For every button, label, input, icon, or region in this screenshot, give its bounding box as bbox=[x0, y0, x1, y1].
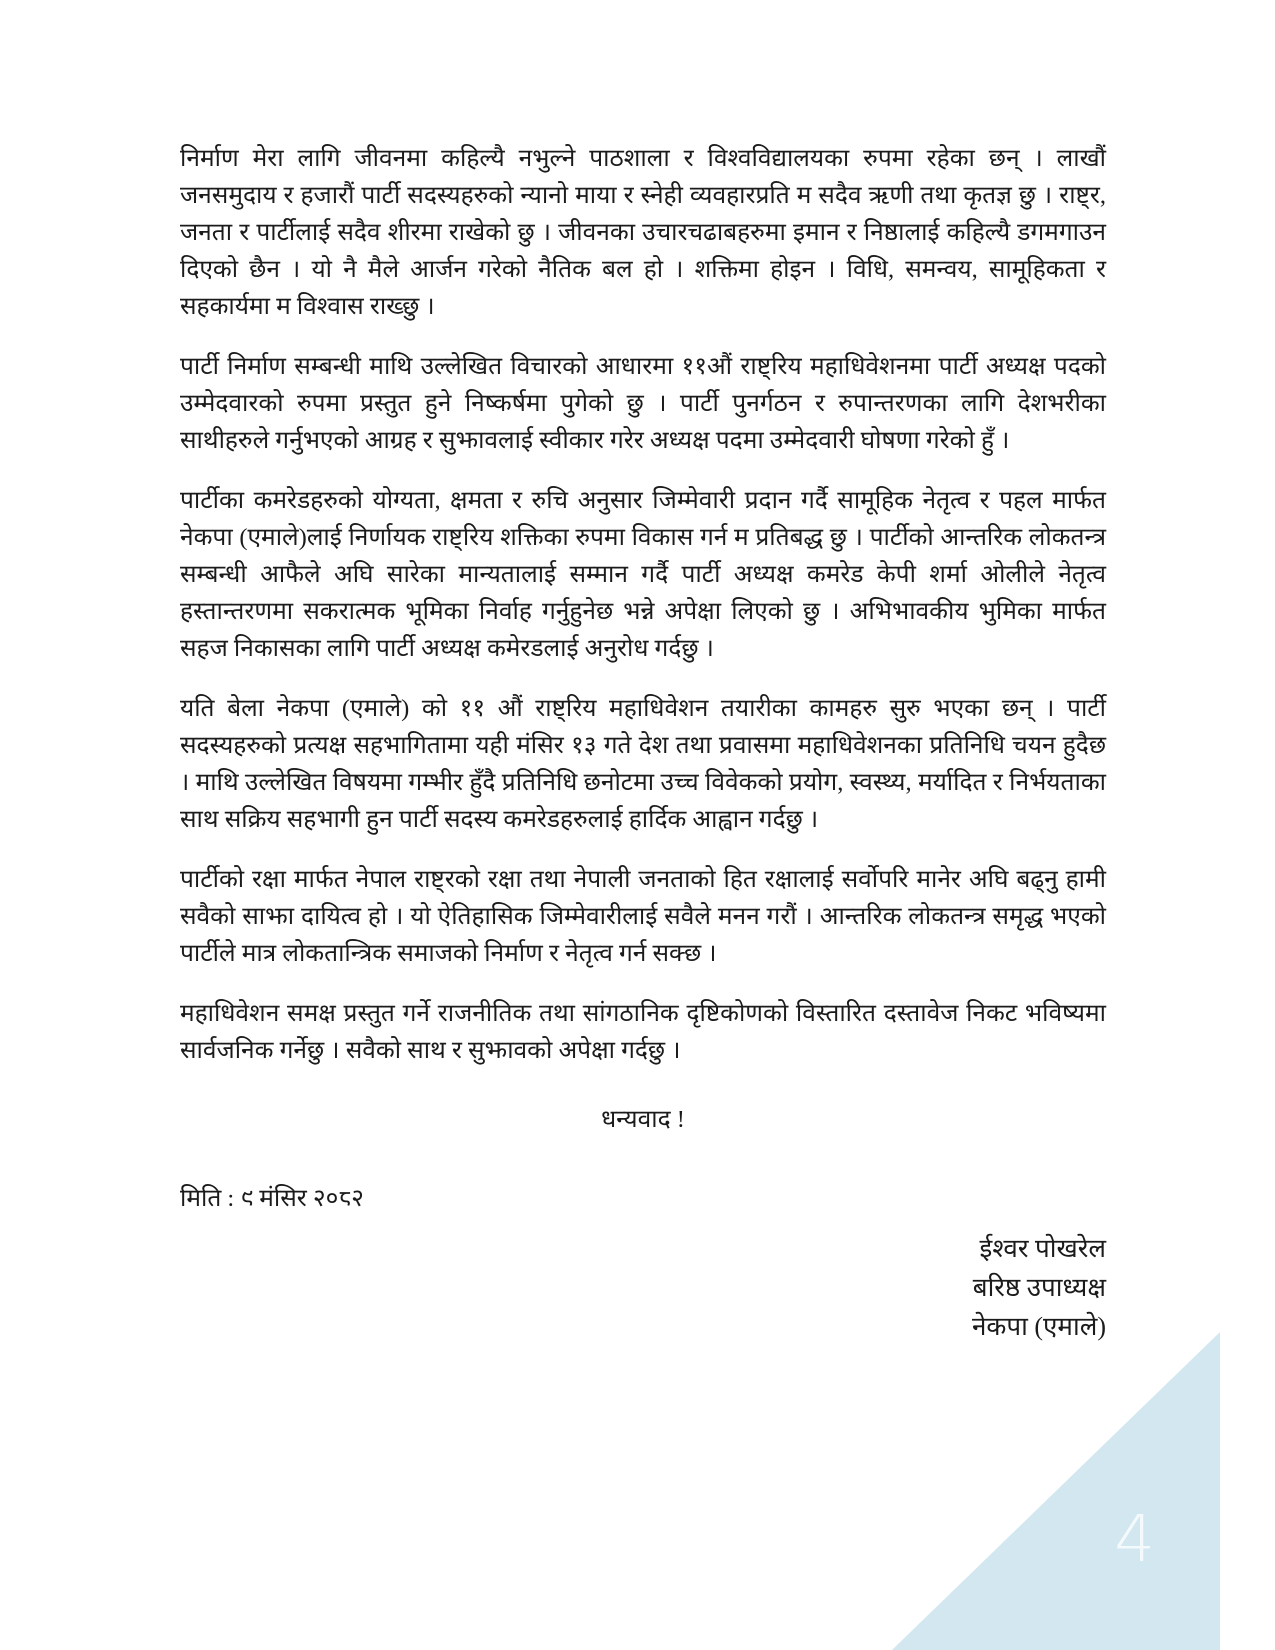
signatory-title: बरिष्ठ उपाध्यक्ष bbox=[972, 1273, 1106, 1302]
signatory-party: नेकपा (एमाले) bbox=[971, 1312, 1106, 1341]
letter-paragraph: पार्टी निर्माण सम्बन्धी माथि उल्लेखित विचारको आधारमा ११औं राष्ट्रिय महाधिवेशनमा पार्टी अध्यक्ष पदको उम्मेदवारको रुपमा प्रस्तुत हुने निष्कर्षमा पुगेको छु । पार्टी पुनर्गठन र रुपान्तरणका लागि देशभरीका साथीहरुले गर्नुभएको आग्रह र सुझावलाई स्वीकार गरेर अध्यक्ष पदमा उम्मेदवारी घोषणा गरेको हुँ । bbox=[180, 353, 1106, 454]
signatory-name: ईश्वर पोखरेल bbox=[979, 1234, 1106, 1263]
letter-paragraph: महाधिवेशन समक्ष प्रस्तुत गर्ने राजनीतिक तथा सांगठानिक दृष्टिकोणको विस्तारित दस्तावेज निकट भविष्यमा सार्वजनिक गर्नेछु । सवैको साथ र सुझावको अपेक्षा गर्दछु । bbox=[180, 1000, 1106, 1064]
letter-body bbox=[180, 140, 1106, 1346]
letter-paragraph: पार्टीका कमरेडहरुको योग्यता, क्षमता र रुचि अनुसार जिम्मेवारी प्रदान गर्दै सामूहिक नेतृत्व र पहल मार्फत नेकपा (एमाले)लाई निर्णायक राष्ट्रिय शक्तिका रुपमा विकास गर्न म प्रतिबद्ध छु । पार्टीको आन्तरिक लोकतन्त्र सम्बन्धी आफैले अघि सारेका मान्यतालाई सम्मान गर्दै पार्टी अध्यक्ष कमरेड केपी शर्मा ओलीले नेतृत्व हस्तान्तरणमा सकरात्मक भूमिका निर्वाह गर्नुहुनेछ भन्ने अपेक्षा लिएको छु । अभिभावकीय भुमिका मार्फत सहज निकासका लागि पार्टी अध्यक्ष कमेरडलाई अनुरोध गर्दछु । bbox=[180, 487, 1106, 662]
closing-thanks: धन्यवाद ! bbox=[601, 1106, 685, 1133]
letter-paragraph: यति बेला नेकपा (एमाले) को ११ औं राष्ट्रिय महाधिवेशन तयारीका कामहरु सुरु भएका छन् । पार्टी सदस्यहरुको प्रत्यक्ष सहभागितामा यही मंसिर १३ गते देश तथा प्रवासमा महाधिवेशनका प्रतिनिधि चयन हुदैछ । माथि उल्लेखित विषयमा गम्भीर हुँदै प्रतिनिधि छनोटमा उच्च विवेकको प्रयोग, स्वस्थ्य, मर्यादित र निर्भयताका साथ सक्रिय सहभागी हुन पार्टी सदस्य कमरेडहरुलाई हार्दिक आह्वान गर्दछु । bbox=[180, 695, 1106, 833]
letter-paragraph: निर्माण मेरा लागि जीवनमा कहिल्यै नभुल्ने पाठशाला र विश्वविद्यालयका रुपमा रहेका छन् । लाखौं जनसमुदाय र हजारौं पार्टी सदस्यहरुको न्यानो माया र स्नेही व्यवहारप्रति म सदैव ऋणी तथा कृतज्ञ छु । राष्ट्र, जनता र पार्टीलाई सदैव शीरमा राखेको छु । जीवनका उचारचढाबहरुमा इमान र निष्ठालाई कहिल्यै डगमगाउन दिएको छैन । यो नै मैले आर्जन गरेको नैतिक बल हो । शक्तिमा होइन । विधि, समन्वय, सामूहिकता र सहकार्यमा म विश्वास राख्छु । bbox=[180, 145, 1106, 320]
signature-block bbox=[180, 1229, 1106, 1346]
corner-triangle-decoration bbox=[892, 1332, 1220, 1650]
date-line: मिति : ९ मंसिर २०८२ bbox=[180, 1185, 364, 1212]
letter-paragraph: पार्टीको रक्षा मार्फत नेपाल राष्ट्रको रक्षा तथा नेपाली जनताको हित रक्षालाई सर्वोपरि मानेर अघि बढ्नु हामी सवैको साझा दायित्व हो । यो ऐतिहासिक जिम्मेवारीलाई सवैले मनन गरौं । आन्तरिक लोकतन्त्र समृद्ध भएको पार्टीले मात्र लोकतान्त्रिक समाजको निर्माण र नेतृत्व गर्न सक्छ । bbox=[180, 866, 1106, 967]
page-number: 4 bbox=[1114, 1503, 1155, 1577]
